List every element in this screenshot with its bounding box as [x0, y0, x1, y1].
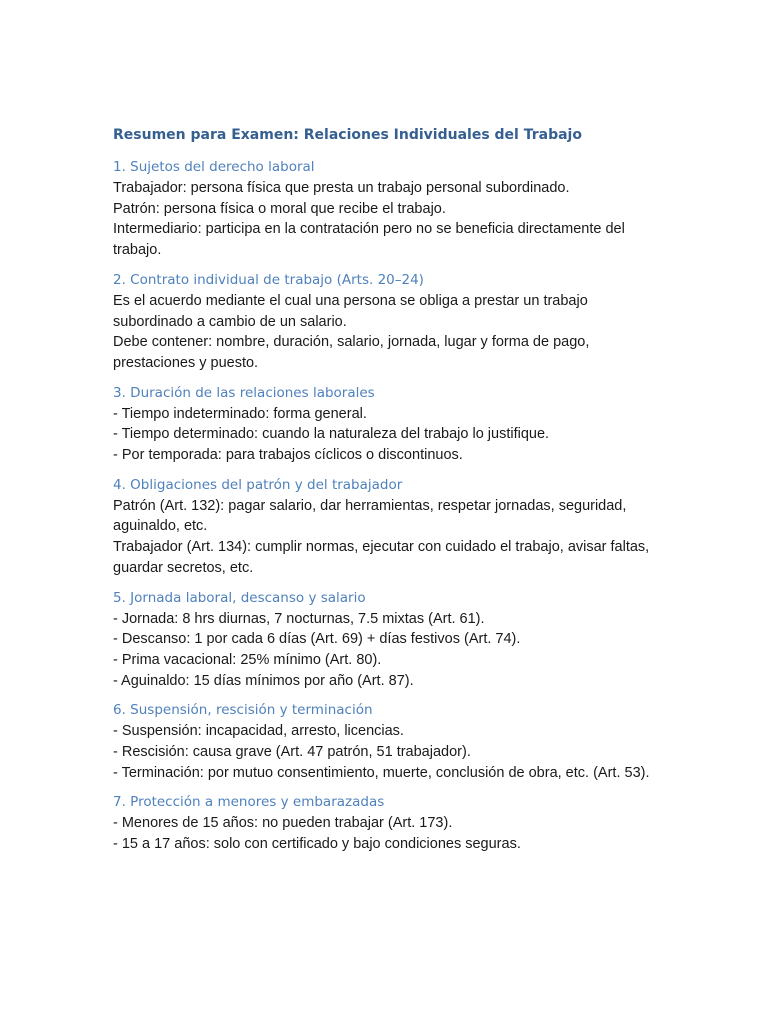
paragraph-line: Debe contener: nombre, duración, salario, jornada, lugar y forma de pago, prestaciones y puesto.	[113, 334, 590, 371]
list-item: - Menores de 15 años: no pueden trabajar (Art. 173).	[113, 815, 453, 832]
list-item: - Rescisión: causa grave (Art. 47 patrón, 51 trabajador).	[113, 744, 471, 761]
section-heading: 6. Suspensión, rescisión y terminación	[113, 702, 373, 719]
paragraph-line: Patrón (Art. 132): pagar salario, dar herramientas, respetar jornadas, seguridad, aguinaldo, etc.	[113, 497, 627, 535]
paragraph-line: Trabajador (Art. 134): cumplir normas, ejecutar con cuidado el trabajo, avisar faltas, guardar secretos, etc.	[113, 539, 650, 576]
list-item: - Aguinaldo: 15 días mínimos por año (Art. 87).	[113, 672, 414, 689]
paragraph-line: Intermediario: participa en la contratación pero no se beneficia directamente del trabajo.	[113, 221, 625, 259]
list-item: - Jornada: 8 hrs diurnas, 7 nocturnas, 7.5 mixtas (Art. 61).	[113, 610, 485, 627]
section-obligaciones	[113, 474, 663, 579]
list-item: - Suspensión: incapacidad, arresto, licencias.	[113, 723, 404, 740]
section-sujetos	[113, 156, 663, 261]
section-jornada	[113, 587, 663, 692]
section-duracion	[113, 382, 663, 466]
section-heading: 2. Contrato individual de trabajo (Arts. 20–24)	[113, 271, 424, 288]
list-item: - Tiempo indeterminado: forma general.	[113, 405, 367, 422]
section-heading: 7. Protección a menores y embarazadas	[113, 794, 385, 811]
section-suspension	[113, 699, 663, 783]
document-page	[113, 122, 663, 863]
section-heading: 3. Duración de las relaciones laborales	[113, 384, 375, 401]
section-heading: 5. Jornada laboral, descanso y salario	[113, 589, 366, 606]
list-item: - Tiempo determinado: cuando la naturaleza del trabajo lo justifique.	[113, 426, 550, 443]
section-heading: 4. Obligaciones del patrón y del trabajador	[113, 476, 403, 493]
document-title: Resumen para Examen: Relaciones Individuales del Trabajo	[113, 127, 582, 143]
list-item: - Por temporada: para trabajos cíclicos o discontinuos.	[113, 447, 463, 464]
paragraph-line: Es el acuerdo mediante el cual una persona se obliga a prestar un trabajo subordinado a cambio de un salario.	[113, 292, 588, 330]
list-item: - 15 a 17 años: solo con certificado y bajo condiciones seguras.	[113, 836, 521, 853]
paragraph-line: Patrón: persona física o moral que recibe el trabajo.	[113, 200, 446, 217]
list-item: - Terminación: por mutuo consentimiento, muerte, conclusión de obra, etc. (Art. 53).	[113, 764, 650, 781]
list-item: - Descanso: 1 por cada 6 días (Art. 69) + días festivos (Art. 74).	[113, 631, 521, 648]
section-proteccion	[113, 791, 663, 854]
paragraph-line: Trabajador: persona física que presta un trabajo personal subordinado.	[113, 180, 570, 196]
section-heading: 1. Sujetos del derecho laboral	[113, 159, 315, 175]
section-contrato	[113, 269, 663, 374]
list-item: - Prima vacacional: 25% mínimo (Art. 80).	[113, 651, 382, 668]
